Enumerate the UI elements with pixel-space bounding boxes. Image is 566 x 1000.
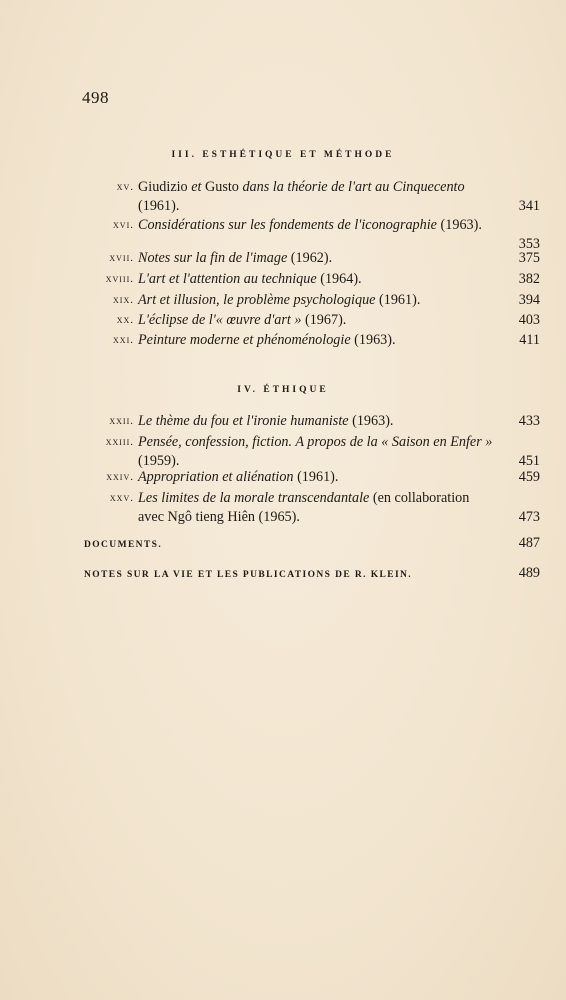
toc-entry-number: xv. xyxy=(116,181,134,193)
toc-entry-title: Appropriation et aliénation (1961). xyxy=(138,469,339,485)
toc-entry-page-ref: 341 xyxy=(518,198,540,214)
toc-entry-page-ref: 411 xyxy=(519,332,540,348)
section-title-esthetique: III. ESTHÉTIQUE ET MÉTHODE xyxy=(171,150,395,160)
toc-entry-number: xxiii. xyxy=(105,436,134,448)
toc-entry-title: Le thème du fou et l'ironie humaniste (1963). xyxy=(138,413,394,429)
toc-entry-number: xix. xyxy=(113,294,134,306)
toc-entry-title: Considérations sur les fondements de l'iconographie (1963). xyxy=(138,217,482,233)
toc-entry-number: xviii. xyxy=(105,273,134,285)
toc-entry-title: L'éclipse de l'« œuvre d'art » (1967). xyxy=(138,312,347,328)
toc-entry-page-ref: 382 xyxy=(518,271,540,287)
page-number: 498 xyxy=(82,88,109,107)
toc-entry-page-ref: 394 xyxy=(518,292,540,308)
toc-entry-page-ref: 459 xyxy=(518,469,540,485)
toc-entry-title: Notes sur la fin de l'image (1962). xyxy=(138,250,333,266)
section-title-ethique: IV. ÉTHIQUE xyxy=(237,385,329,395)
toc-entry-page-ref: 473 xyxy=(518,509,540,525)
documents-page-ref: 487 xyxy=(518,535,540,551)
toc-entry-number: xvii. xyxy=(109,252,134,264)
toc-entry-page-ref: 353 xyxy=(518,236,540,252)
toc-entry-number: xxi. xyxy=(113,334,134,346)
toc-entry-number: xxiv. xyxy=(106,471,134,483)
toc-entry-title: L'art et l'attention au technique (1964). xyxy=(138,271,362,287)
notes-label: NOTES SUR LA VIE ET LES PUBLICATIONS DE R. KLEIN. xyxy=(84,570,413,580)
documents-entry xyxy=(84,535,540,551)
toc-entry-number: xvi. xyxy=(113,219,134,231)
notes-entry xyxy=(84,565,540,581)
toc-entry-page-ref: 403 xyxy=(518,312,540,328)
toc-entry-number: xxii. xyxy=(109,415,134,427)
toc-entry-title: Art et illusion, le problème psychologique (1961). xyxy=(138,292,421,308)
toc-entry-title: Peinture moderne et phénoménologie (1963). xyxy=(138,332,396,348)
toc-entry-title: Les limites de la morale transcendantale (en collaboration avec Ngô tieng Hiên (1965). xyxy=(138,490,470,525)
toc-entry-title: Giudizio et Gusto dans la théorie de l'art au Cinquecento (1961). xyxy=(138,179,465,214)
notes-page-ref: 489 xyxy=(518,565,540,581)
documents-label: DOCUMENTS. xyxy=(84,540,163,550)
toc-entry-page-ref: 451 xyxy=(518,453,540,469)
toc-entry-page-ref: 433 xyxy=(518,413,540,429)
toc-entry-number: xx. xyxy=(116,314,134,326)
toc-entry-number: xxv. xyxy=(109,492,134,504)
toc-entry-page-ref: 375 xyxy=(518,250,540,266)
toc-entry-title: Pensée, confession, fiction. A propos de la « Saison en Enfer » (1959). xyxy=(138,434,493,469)
